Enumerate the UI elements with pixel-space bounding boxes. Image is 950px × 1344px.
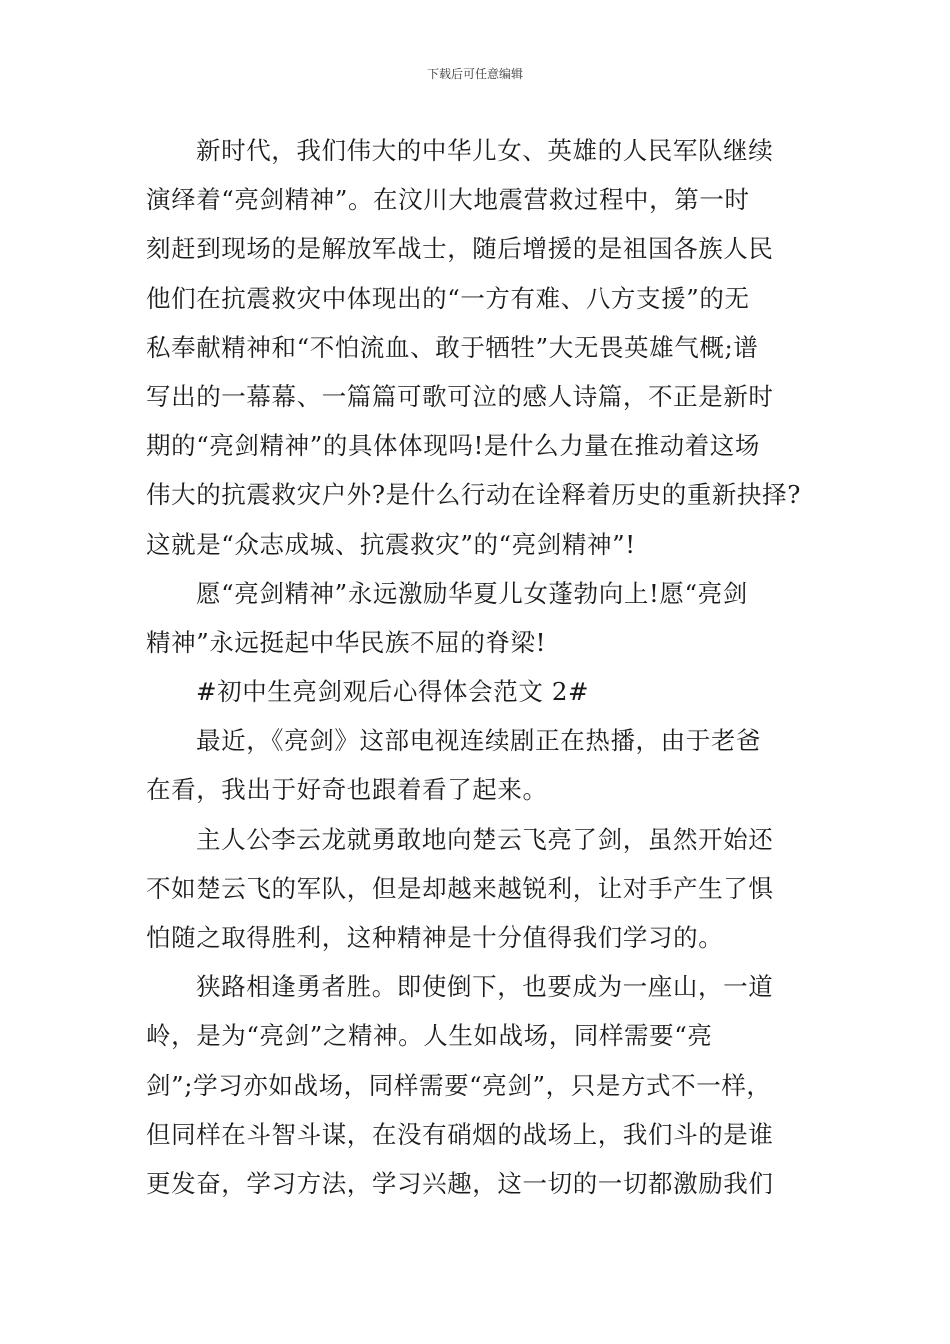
text-line: 岭，是为“亮剑”之精神。人生如战场，同样需要“亮 [146, 1021, 713, 1051]
text-line: 演绎着“亮剑精神”。在汶川大地震营救过程中，第一时 [146, 185, 750, 215]
section-heading: #初中生亮剑观后心得体会范文 2# [196, 677, 590, 707]
text-line: 更发奋，学习方法，学习兴趣，这一切的一切都激励我们 [146, 1168, 774, 1198]
page-header: 下载后可任意编辑 [426, 67, 523, 81]
text-line: 怕随之取得胜利，这种精神是十分值得我们学习的。 [146, 923, 724, 952]
text-line: 主人公李云龙就勇敢地向楚云飞亮了剑，虽然开始还 [196, 824, 774, 854]
text-line: 愿“亮剑精神”永远激励华夏儿女蓬勃向上!愿“亮剑 [196, 578, 748, 608]
text-line: 但同样在斗智斗谋，在没有硝烟的战场上，我们斗的是谁 [146, 1119, 774, 1149]
text-line: 不如楚云飞的军队，但是却越来越锐利，让对手产生了惧 [146, 873, 774, 903]
text-line: 他们在抗震救灾中体现出的“一方有难、八方支援”的无 [146, 283, 750, 313]
text-line: 精神”永远挺起中华民族不屈的脊梁! [146, 627, 547, 657]
text-line: 期的“亮剑精神”的具体体现吗!是什么力量在推动着这场 [146, 431, 760, 461]
text-line: 这就是“众志成城、抗震救灾”的“亮剑精神”! [146, 529, 636, 559]
text-line: 私奉献精神和“不怕流血、敢于牺牲”大无畏英雄气概;谱 [146, 332, 759, 362]
document-body [146, 126, 806, 1208]
text-line: 剑”;学习亦如战场，同样需要“亮剑”，只是方式不一样， [146, 1070, 772, 1100]
text-line: 刻赶到现场的是解放军战士，随后增援的是祖国各族人民 [146, 234, 774, 264]
text-line: 写出的一幕幕、一篇篇可歌可泣的感人诗篇，不正是新时 [146, 381, 774, 411]
text-line: 狭路相逢勇者胜。即使倒下，也要成为一座山，一道 [196, 972, 774, 1002]
text-line: 伟大的抗震救灾户外?是什么行动在诠释着历史的重新抉择? [146, 480, 801, 510]
text-line: 在看，我出于好奇也跟着看了起来。 [146, 775, 548, 805]
text-line: 新时代，我们伟大的中华儿女、英雄的人民军队继续 [196, 136, 774, 165]
text-line: 最近，《亮剑》这部电视连续剧正在热播，由于老爸 [196, 726, 762, 756]
